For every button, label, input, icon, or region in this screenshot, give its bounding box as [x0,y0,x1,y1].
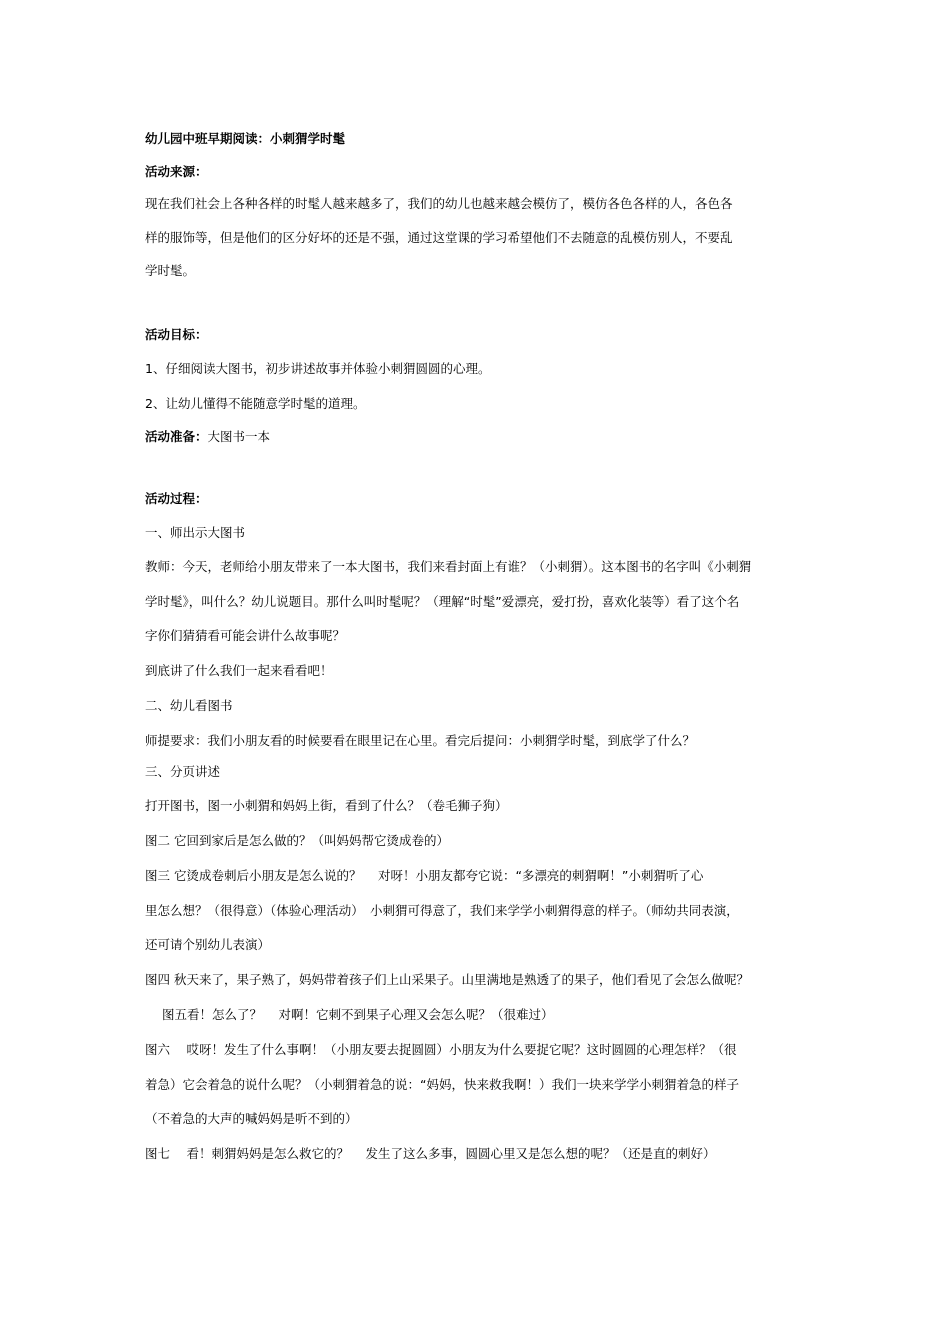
process-line: 教师：今天，老师给小朋友带来了一本大图书，我们来看封面上有谁？（小刺猬）。这本图书的名字叫《小刺猬 [145,559,752,574]
process-line: 打开图书，图一小刺猬和妈妈上街，看到了什么？（卷毛狮子狗） [145,798,508,813]
process-line: 图六 哎呀！发生了什么事啊！（小朋友要去捉圆圆）小朋友为什么要捉它呢？这时圆圆的心理怎样？（很 [145,1042,737,1057]
goal-item: 2、让幼儿懂得不能随意学时髦的道理。 [145,396,366,411]
process-line: 图三 它烫成卷刺后小朋友是怎么说的？ 对呀！小朋友都夸它说：“多漂亮的刺猬啊！”小刺猬听了心 [145,868,704,883]
process-line: 着急）它会着急的说什么呢？（小刺猬着急的说：“妈妈，快来救我啊！）我们一块来学学小刺猬着急的样子 [145,1077,739,1092]
process-line: 字你们猜猜看可能会讲什么故事呢？ [145,628,346,643]
paragraph-line: 现在我们社会上各种各样的时髦人越来越多了，我们的幼儿也越来越会模仿了，模仿各色各样的人，各色各 [145,196,733,211]
process-line: 一、师出示大图书 [145,525,246,540]
prep-label: 活动准备： [145,429,208,444]
prep-text: 大图书一本 [207,429,271,444]
process-line: 二、幼儿看图书 [145,698,233,713]
section-heading-process: 活动过程： [145,491,208,506]
process-line: 图七 看！刺猬妈妈是怎么救它的？ 发生了这么多事，圆圆心里又是怎么想的呢？（还是直的刺好） [145,1146,716,1161]
process-line: （不着急的大声的喊妈妈是听不到的） [145,1111,358,1126]
prep-line [145,429,270,445]
process-line: 图五看！怎么了？ 对啊！它刺不到果子心理又会怎么呢？（很难过） [162,1007,554,1022]
section-heading-source: 活动来源： [145,164,208,179]
process-line: 师提要求：我们小朋友看的时候要看在眼里记在心里。看完后提问：小刺猬学时髦，到底学了什么？ [145,733,696,748]
process-line: 还可请个别幼儿表演） [145,937,271,952]
goal-item: 1、仔细阅读大图书，初步讲述故事并体验小刺猬圆圆的心理。 [145,361,491,376]
process-line: 到底讲了什么我们一起来看看吧！ [145,663,333,678]
process-line: 三、分页讲述 [145,764,221,779]
process-line: 里怎么想？（很得意）（体验心理活动） 小刺猬可得意了，我们来学学小刺猬得意的样子。（师幼共同表演， [145,903,739,918]
document-title: 幼儿园中班早期阅读：小刺猬学时髦 [145,131,346,146]
process-line: 学时髦》，叫什么？幼儿说题目。那什么叫时髦呢？（理解“时髦”爱漂亮，爱打扮，喜欢化装等）看了这个名 [145,594,740,609]
paragraph-line: 学时髦。 [145,263,196,278]
paragraph-line: 样的服饰等，但是他们的区分好坏的还是不强，通过这堂课的学习希望他们不去随意的乱模仿别人，不要乱 [145,230,733,245]
section-heading-goals: 活动目标： [145,327,208,342]
process-line: 图四 秋天来了，果子熟了，妈妈带着孩子们上山采果子。山里满地是熟透了的果子，他们看见了会怎么做呢？ [145,972,749,987]
process-line: 图二 它回到家后是怎么做的？（叫妈妈帮它烫成卷的） [145,833,449,848]
